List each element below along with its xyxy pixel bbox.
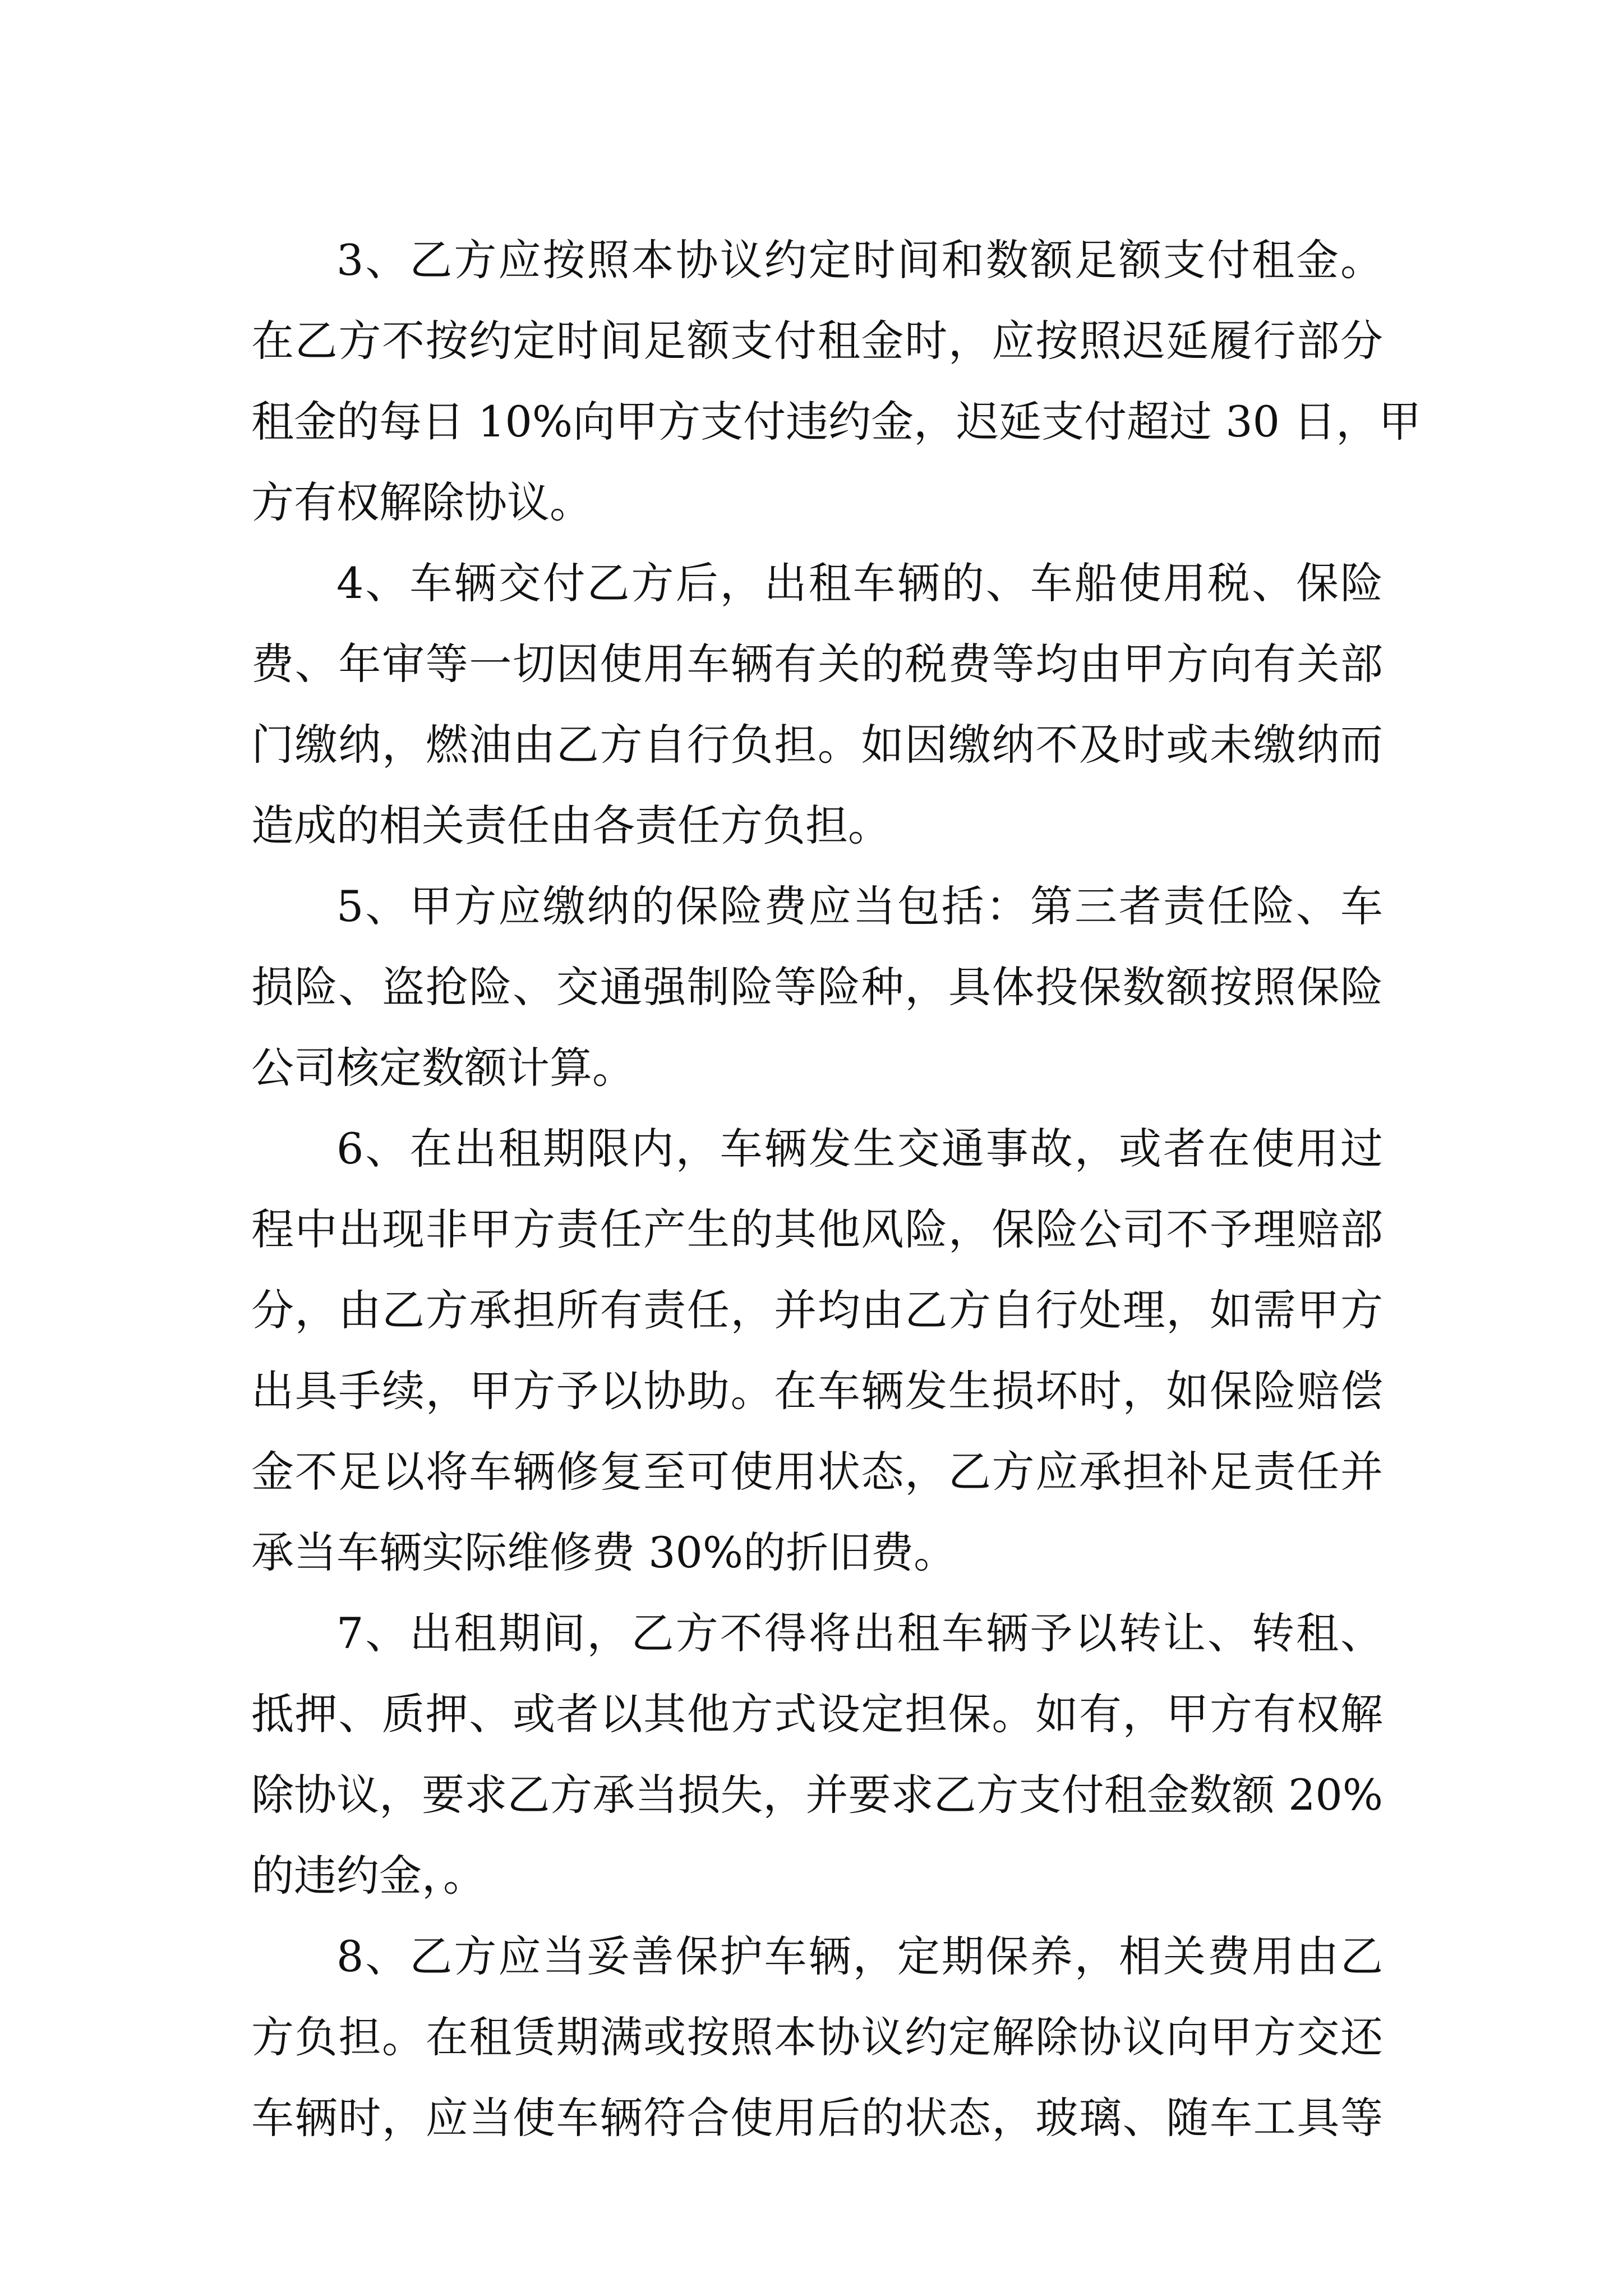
paragraph-line: 租金的每日 10%向甲方支付违约金，迟延支付超过 30 日，甲 bbox=[251, 397, 1422, 447]
clause-6 bbox=[251, 1108, 1383, 1593]
paragraph-line: 门缴纳，燃油由乙方自行负担。如因缴纳不及时或未缴纳而 bbox=[251, 720, 1383, 770]
paragraph-line: 造成的相关责任由各责任方负担。 bbox=[251, 800, 891, 850]
paragraph-line: 在乙方不按约定时间足额支付租金时，应按照迟延履行部分 bbox=[251, 316, 1383, 366]
clause-4 bbox=[251, 543, 1383, 866]
paragraph-line: 方负担。在租赁期满或按照本协议约定解除协议向甲方交还 bbox=[251, 2012, 1383, 2062]
paragraph-line: 除协议，要求乙方承当损失，并要求乙方支付租金数额 20% bbox=[251, 1770, 1383, 1820]
paragraph-line: 承当车辆实际维修费 30%的折旧费。 bbox=[251, 1527, 957, 1577]
paragraph-line: 3、乙方应按照本协议约定时间和数额足额支付租金。 bbox=[336, 235, 1383, 285]
paragraph-line: 金不足以将车辆修复至可使用状态，乙方应承担补足责任并 bbox=[251, 1447, 1383, 1497]
paragraph-line: 程中出现非甲方责任产生的其他风险，保险公司不予理赔部 bbox=[251, 1204, 1383, 1254]
clause-5 bbox=[251, 866, 1383, 1108]
clause-8 bbox=[251, 1916, 1383, 2159]
paragraph-line: 4、车辆交付乙方后，出租车辆的、车船使用税、保险 bbox=[336, 558, 1383, 608]
paragraph-line: 车辆时，应当使车辆符合使用后的状态，玻璃、随车工具等 bbox=[251, 2093, 1383, 2143]
paragraph-line: 分，由乙方承担所有责任，并均由乙方自行处理，如需甲方 bbox=[251, 1285, 1383, 1335]
clause-7 bbox=[251, 1593, 1383, 1916]
paragraph-line: 出具手续，甲方予以协助。在车辆发生损坏时，如保险赔偿 bbox=[251, 1366, 1383, 1416]
paragraph-line: 8、乙方应当妥善保护车辆，定期保养，相关费用由乙 bbox=[336, 1931, 1383, 1981]
paragraph-line: 损险、盗抢险、交通强制险等险种，具体投保数额按照保险 bbox=[251, 962, 1383, 1012]
paragraph-line: 抵押、质押、或者以其他方式设定担保。如有，甲方有权解 bbox=[251, 1689, 1383, 1739]
paragraph-line: 7、出租期间，乙方不得将出租车辆予以转让、转租、 bbox=[336, 1608, 1383, 1658]
document-body bbox=[251, 220, 1422, 2159]
paragraph-line: 方有权解除协议。 bbox=[251, 477, 592, 527]
paragraph-line: 的违约金，。 bbox=[251, 1851, 486, 1901]
paragraph-line: 公司核定数额计算。 bbox=[251, 1043, 635, 1093]
paragraph-line: 费、年审等一切因使用车辆有关的税费等均由甲方向有关部 bbox=[251, 639, 1383, 689]
clause-3 bbox=[251, 220, 1422, 543]
paragraph-line: 6、在出租期限内，车辆发生交通事故，或者在使用过 bbox=[336, 1124, 1383, 1174]
paragraph-line: 5、甲方应缴纳的保险费应当包括：第三者责任险、车 bbox=[336, 881, 1383, 931]
